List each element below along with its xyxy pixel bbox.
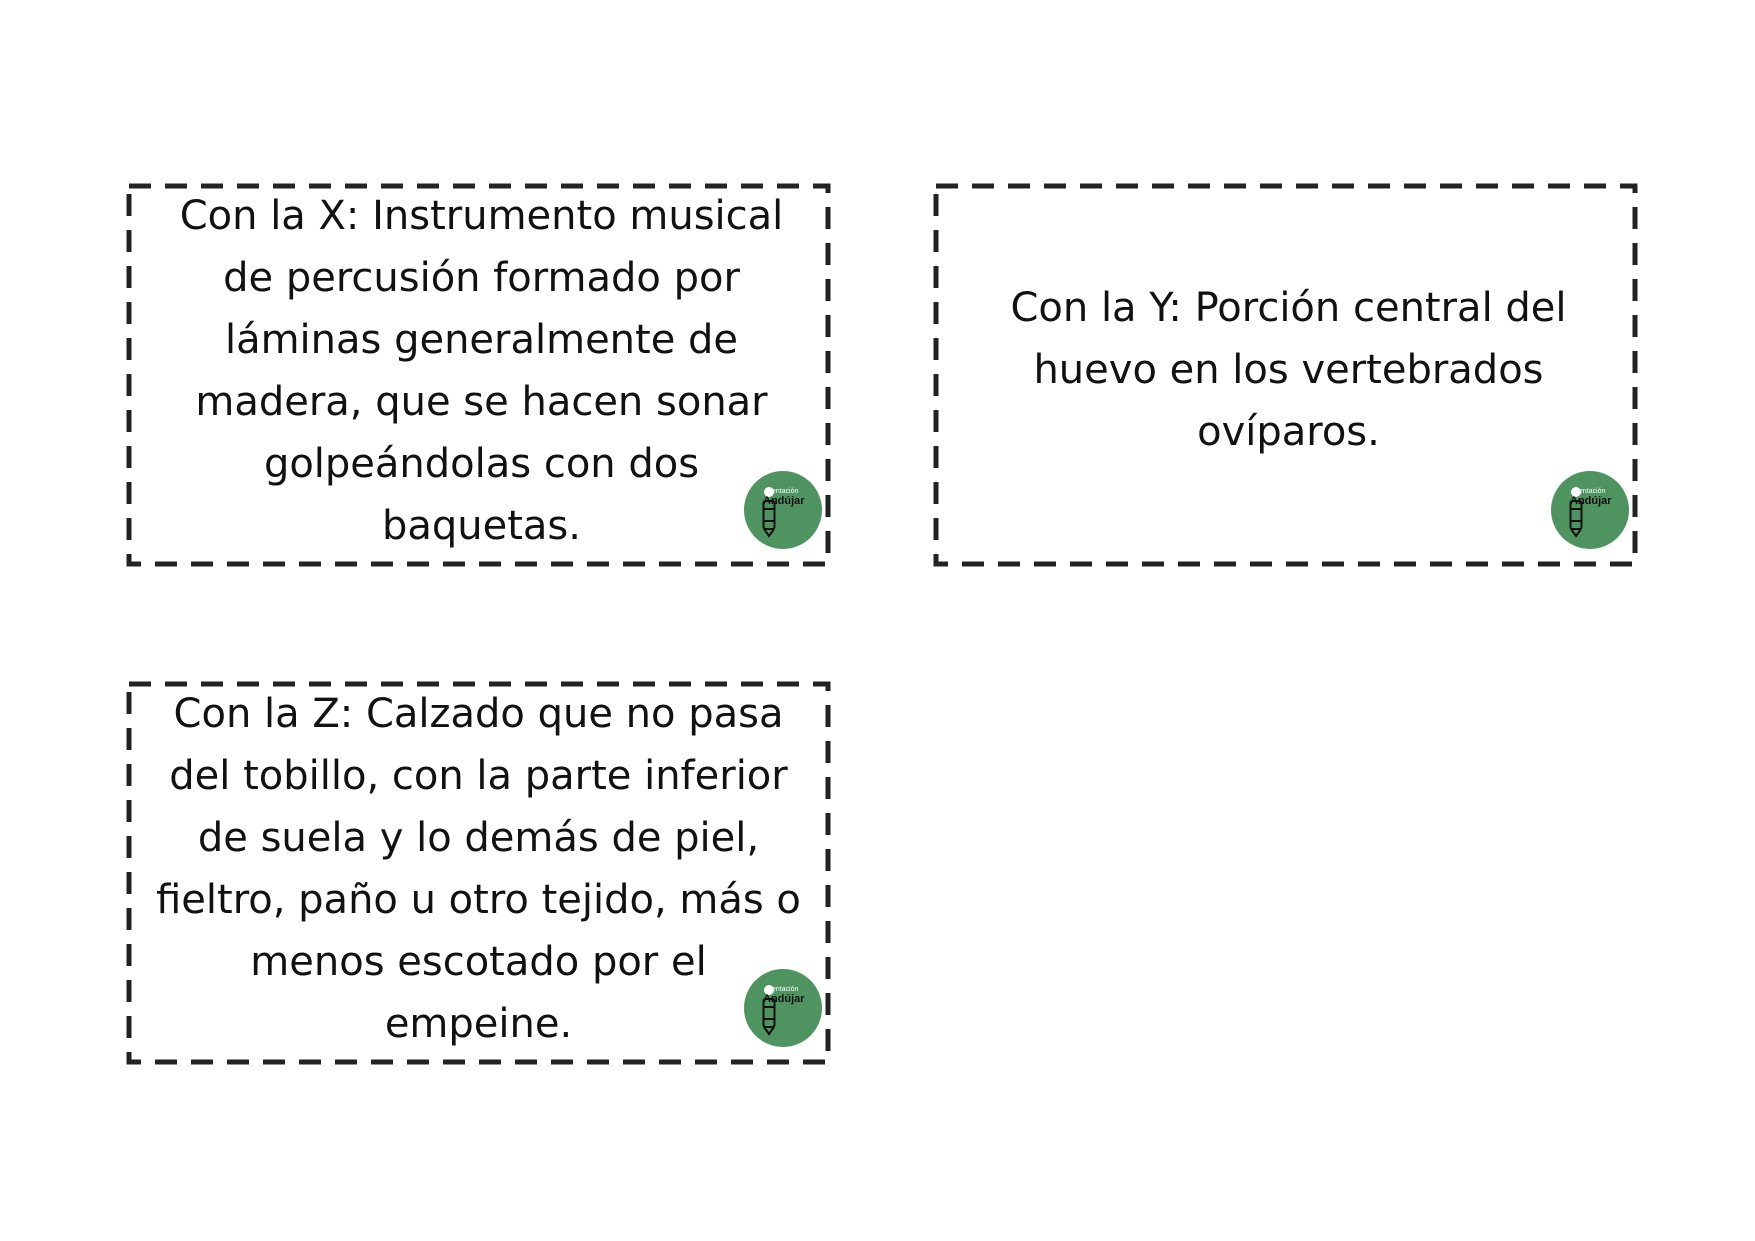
- card-z-line: empeine.: [384, 1001, 573, 1047]
- card-y-definition: [952, 174, 1625, 566]
- card-x-line: láminas generalmente de: [224, 317, 739, 363]
- orientacion-andujar-logo: [744, 969, 822, 1047]
- orientacion-andujar-logo: [744, 471, 822, 549]
- card-x-definition: [145, 176, 818, 566]
- card-y-line: Con la Y: Porción central del: [1010, 285, 1567, 331]
- card-y-line: ovíparos.: [1197, 409, 1380, 455]
- card-x-line: baquetas.: [381, 503, 581, 549]
- card-y: [934, 184, 1637, 566]
- orientacion-andujar-logo: [1551, 471, 1629, 549]
- pencil-icon: [1551, 471, 1629, 549]
- logo-small-text: rientación: [1575, 488, 1606, 495]
- card-z-line: menos escotado por el: [250, 939, 707, 985]
- card-z-line: del tobillo, con la parte inferior: [169, 753, 788, 799]
- card-z-line: fieltro, paño u otro tejido, más o: [156, 877, 801, 923]
- card-z-line: Con la Z: Calzado que no pasa: [173, 691, 784, 737]
- card-z-line: de suela y lo demás de piel,: [197, 815, 760, 861]
- pencil-icon: [744, 969, 822, 1047]
- pencil-icon: [744, 471, 822, 549]
- card-x-line: golpeándolas con dos: [263, 441, 700, 487]
- card-z: [127, 682, 830, 1064]
- logo-big-text: Andújar: [763, 993, 805, 1005]
- logo-big-text: Andújar: [1570, 495, 1612, 507]
- card-x-line: de percusión formado por: [223, 255, 740, 301]
- card-z-definition: [135, 674, 822, 1064]
- card-x-line: Con la X: Instrumento musical: [179, 193, 784, 239]
- card-x-line: madera, que se hacen sonar: [195, 379, 768, 425]
- logo-small-text: rientación: [768, 488, 799, 495]
- logo-big-text: Andújar: [763, 495, 805, 507]
- logo-small-text: rientación: [768, 986, 799, 993]
- card-x: [127, 184, 830, 566]
- card-y-line: huevo en los vertebrados: [1033, 347, 1544, 393]
